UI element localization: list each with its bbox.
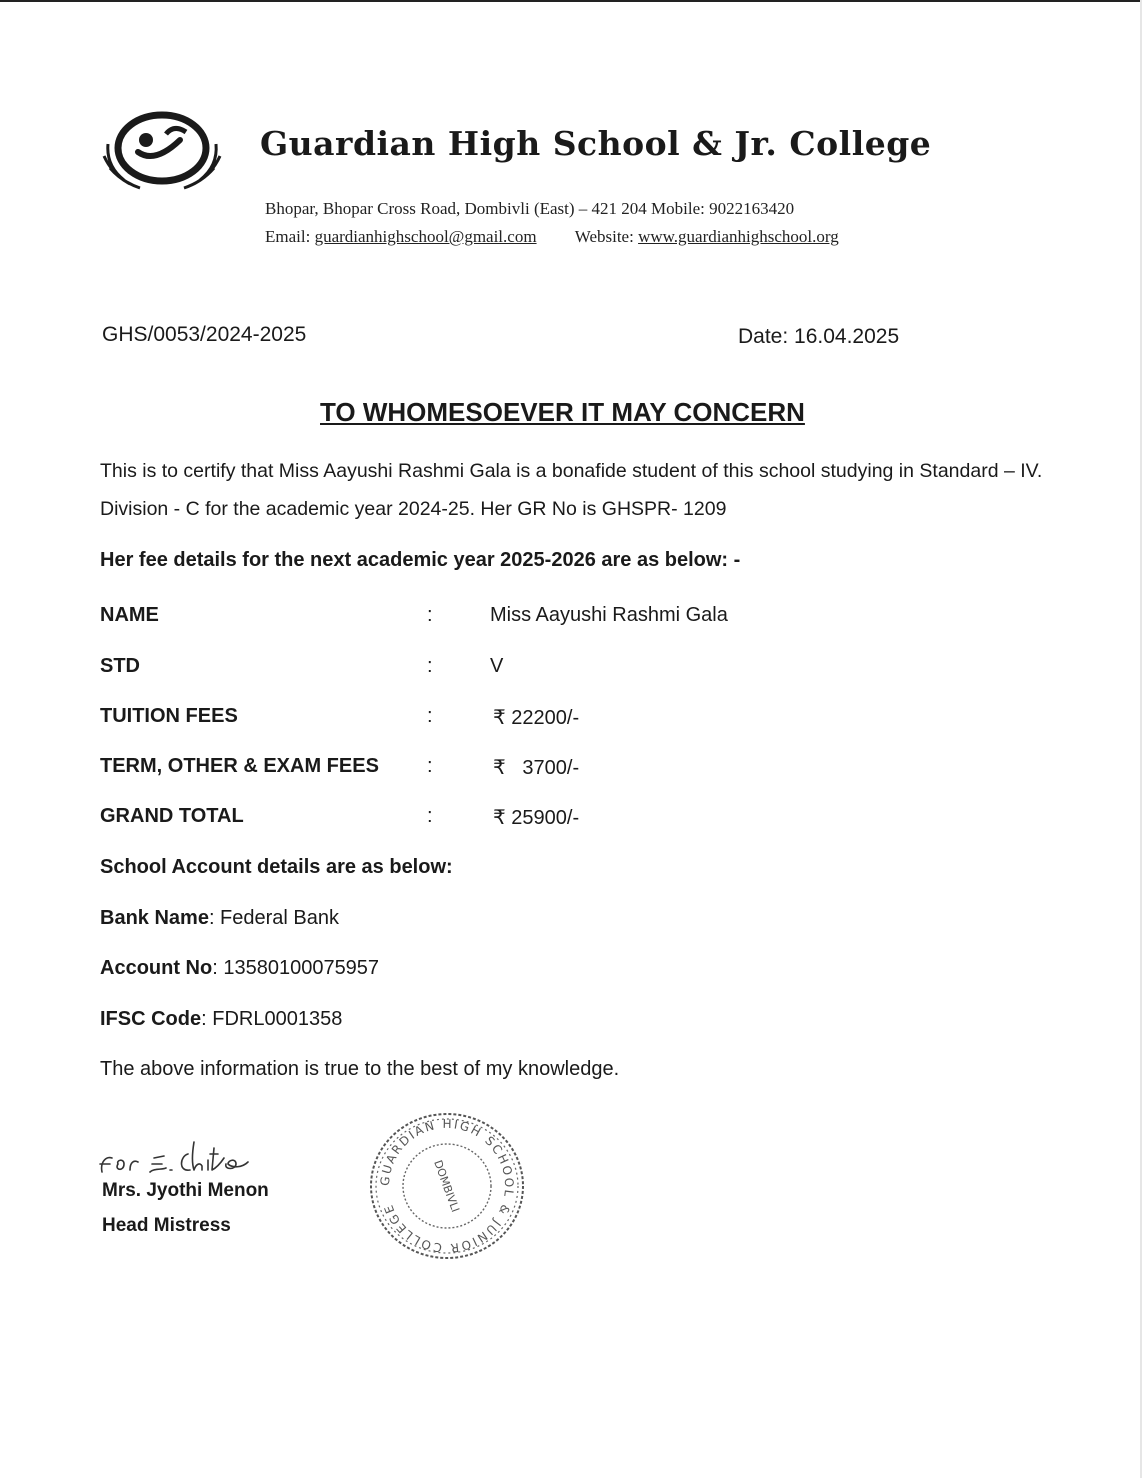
fee-label: TERM, OTHER & EXAM FEES [100,755,379,777]
website-link[interactable]: www.guardianhighschool.org [638,227,839,246]
fee-intro: Her fee details for the next academic year 2025-2026 are as below: - [100,549,741,571]
account-no-line [100,957,379,980]
fee-colon: : [427,755,433,777]
certificate-body: This is to certify that Miss Aayushi Rashmi Gala is a bonafide student of this school studying in Standard – IV. Division - C for the academic year 2024-25. Her GR No is GHSPR- 1209 [100,460,1043,520]
fee-row-tuition [100,705,860,735]
school-name: Guardian High School & Jr. College [260,124,932,163]
account-no-label: Account No [100,957,213,979]
letter-heading: TO WHOMESOEVER IT MAY CONCERN [320,397,805,427]
email-label: Email: [265,227,311,246]
declaration: The above information is true to the best of my knowledge. [100,1058,620,1080]
contact-line [265,227,839,247]
fee-row-std [100,655,860,685]
email-link[interactable]: guardianhighschool@gmail.com [314,227,537,246]
fee-value: ₹ 25900/- [493,807,580,829]
school-logo-icon [100,104,224,196]
fee-colon: : [427,655,433,677]
signatory-designation: Head Mistress [102,1215,231,1236]
reference-number: GHS/0053/2024-2025 [102,323,307,346]
fee-value: ₹ 3700/- [493,757,580,779]
fee-row-name [100,604,860,634]
signatory-name: Mrs. Jyothi Menon [102,1180,269,1201]
ifsc-value: : FDRL0001358 [201,1008,343,1030]
mobile-label: Mobile: [651,199,705,218]
bank-name-label: Bank Name [100,907,209,929]
svg-text:DOMBIVLI: DOMBIVLI [431,1158,462,1214]
fee-value: Miss Aayushi Rashmi Gala [490,604,728,626]
fee-label: STD [100,655,140,677]
bank-name-value: : Federal Bank [208,907,340,929]
bank-name-line [100,907,339,930]
svg-text:GUARDIAN HIGH SCHOOL & JUNIOR: GUARDIAN HIGH SCHOOL & JUNIOR COLLEGE [377,1116,517,1256]
fee-colon: : [427,604,433,626]
scan-edge-top [0,0,1142,2]
fee-row-term [100,755,860,785]
ifsc-line [100,1008,342,1031]
ifsc-label: IFSC Code [100,1008,202,1030]
fee-label: TUITION FEES [100,705,238,727]
account-no-value: : 13580100075957 [212,957,380,979]
letter-date: Date: 16.04.2025 [738,325,900,348]
school-seal-stamp [368,1110,526,1262]
fee-colon: : [427,805,433,827]
address-line [265,199,794,219]
fee-label: NAME [100,604,159,626]
fee-label: GRAND TOTAL [100,805,244,827]
handwritten-signature [96,1134,256,1178]
fee-row-grand-total [100,805,860,835]
fee-value: ₹ 22200/- [493,707,580,729]
website-label: Website: [574,227,634,246]
account-heading: School Account details are as below: [100,856,453,878]
school-address: Bhopar, Bhopar Cross Road, Dombivli (East) – 421 204 [265,199,647,218]
fee-colon: : [427,705,433,727]
mobile-number: 9022163420 [709,199,795,218]
fee-value: V [490,655,504,677]
